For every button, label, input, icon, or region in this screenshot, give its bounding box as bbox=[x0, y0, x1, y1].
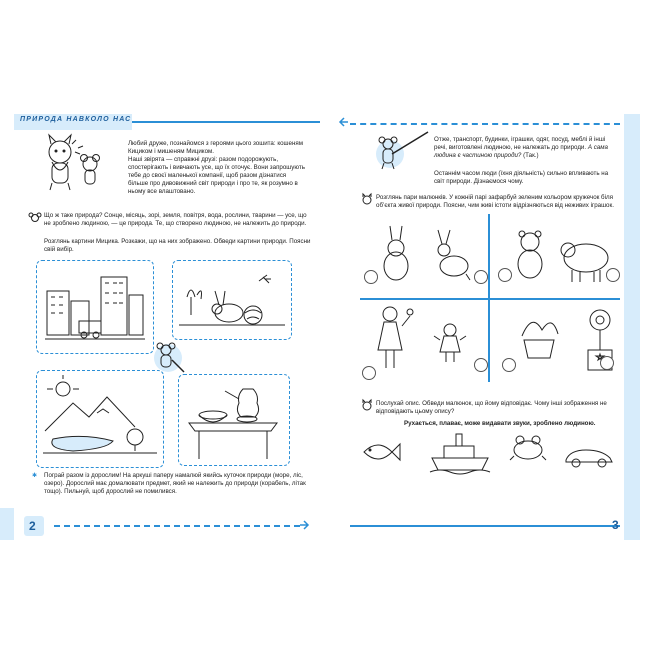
corner-tab bbox=[0, 508, 14, 540]
top-border-line bbox=[132, 121, 320, 123]
right-edge-band bbox=[624, 114, 640, 540]
page-number: 2 bbox=[29, 519, 36, 533]
circle-rabbit[interactable] bbox=[474, 270, 488, 284]
circle-teddy-bear[interactable] bbox=[498, 268, 512, 282]
cat-and-mouse-illustration bbox=[42, 138, 112, 198]
circle-girl[interactable] bbox=[362, 366, 376, 380]
picture-mountain-lake[interactable] bbox=[36, 370, 164, 468]
intro-paragraph: Любий друже, познайомся з героями цього зошита: кошеням Кициком і мишеням Мициком. bbox=[128, 140, 303, 155]
cat-head-icon-2 bbox=[360, 400, 374, 410]
circle-toy-flower[interactable] bbox=[600, 356, 614, 370]
right-page bbox=[330, 110, 638, 540]
description-text: Рухається, плаває, може видавати звуки, зроблено людиною. bbox=[404, 420, 596, 427]
arrow-right-icon bbox=[300, 521, 310, 531]
pair1-drawings bbox=[374, 226, 484, 286]
fish-drawing[interactable] bbox=[360, 440, 400, 464]
circle-flower-pot[interactable] bbox=[502, 358, 516, 372]
intro-paragraph-2: Наші звірята — справжні друзі: разом подорожують, спостерігають і вивчають усе, що їх оточує. Вони запрошують тебе до своєї маленької компанії, щоб разом дізнатися більше про дивовижний світ природи і про те, як розумно в ньому все влаштовано. bbox=[128, 156, 305, 195]
top-paragraph: Отже, транспорт, будинки, іграшки, одяг, посуд, меблі й інші речі, виготовлені людиною, не належать до природи. А сама людина є частиною природи? (Так.) bbox=[434, 136, 608, 159]
listen-task: Послухай опис. Обведи малюнок, що йому відповідає. Чому інші зображення не відповідають цьому опису? bbox=[376, 400, 607, 415]
pair3-drawings bbox=[370, 304, 480, 374]
header-title: ПРИРОДА НАВКОЛО НАС bbox=[20, 116, 132, 123]
left-page: ПРИРОДА НАВКОЛО НАС 2 Любий друже, познайомся з героями цього зошита: кошеням Кициком і мишеням Мициком. Наші звірята — справжні друзі: разом подорожують, спостерігають і вивчають усе, що їх оточує. Вони запрошують тебе до своєї маленької компанії, щоб разом дізнатися більше про дивовижний світ природи і про те, як розумно в ньому все влаштовано. Що ж таке природа? Сонце, місяць, зорі, земля, повітря, вода, рослини, тварини — усе, що не зроблено людиною, — це природа. Те, що створено людиною, не належить до природи. Розглянь картини Мицика. Розкажи, що на них зображено. Обведи картини природи. Поясни свій вибір. ✱ Пограй разом із дорослим! На аркуші паперу намалюй якийсь куточок природи (море, ліс, озеро). Дорослий має домалювати предмет, який не належить до природи (корабель, літак тощо). Пильнуй, щоб дорослий не помилився. bbox=[14, 110, 320, 540]
arrow-left-icon bbox=[338, 118, 348, 128]
frog-drawing[interactable] bbox=[508, 432, 548, 462]
grid-divider-horizontal bbox=[360, 298, 620, 300]
picture-table-with-dishes[interactable] bbox=[178, 374, 290, 466]
book-spread bbox=[14, 110, 638, 540]
circle-toy-bunny[interactable] bbox=[364, 270, 378, 284]
car-drawing[interactable] bbox=[564, 446, 614, 468]
top-paragraph-2: Останнім часом люди (їхня діяльність) сильно впливають на світ природи. Дізнаємося чому. bbox=[434, 170, 609, 185]
cat-head-icon bbox=[360, 194, 374, 204]
ship-drawing[interactable] bbox=[430, 432, 490, 472]
bottom-dashed-line bbox=[54, 525, 300, 527]
pairs-task: Розглянь пари малюнків. У кожній парі зафарбуй зеленим кольором кружечок біля об’єкта живої природи. Поясни, чим живі істоти відрізняються від неживих іграшок. bbox=[376, 194, 614, 209]
mouse-explorer-illustration bbox=[370, 132, 430, 182]
bullet-paragraph: Пограй разом із дорослим! На аркуші паперу намалюй якийсь куточок природи (море, ліс, озеро). Дорослий має домалювати предмет, який не належить до природи (корабель, літак тощо). Пильнуй, щоб дорослий не помилився. bbox=[44, 472, 306, 495]
circle-doll[interactable] bbox=[474, 358, 488, 372]
bottom-border-line bbox=[350, 525, 620, 527]
question-paragraph: Що ж таке природа? Сонце, місяць, зорі, земля, повітря, вода, рослини, тварини — усе, що не зроблено людиною, — це природа. Те, що створено людиною, не належить до природи. bbox=[44, 212, 307, 227]
pair2-drawings bbox=[510, 228, 620, 284]
page-number: 3 bbox=[612, 518, 619, 532]
mouse-head-icon bbox=[28, 212, 42, 222]
task-paragraph: Розглянь картини Мицика. Розкажи, що на них зображено. Обведи картини природи. Поясни свій вибір. bbox=[44, 238, 311, 253]
top-dashed-line bbox=[350, 123, 620, 125]
circle-bear[interactable] bbox=[606, 268, 620, 282]
picture-rabbit-cabbage[interactable] bbox=[172, 260, 292, 340]
picture-city[interactable] bbox=[36, 260, 154, 354]
